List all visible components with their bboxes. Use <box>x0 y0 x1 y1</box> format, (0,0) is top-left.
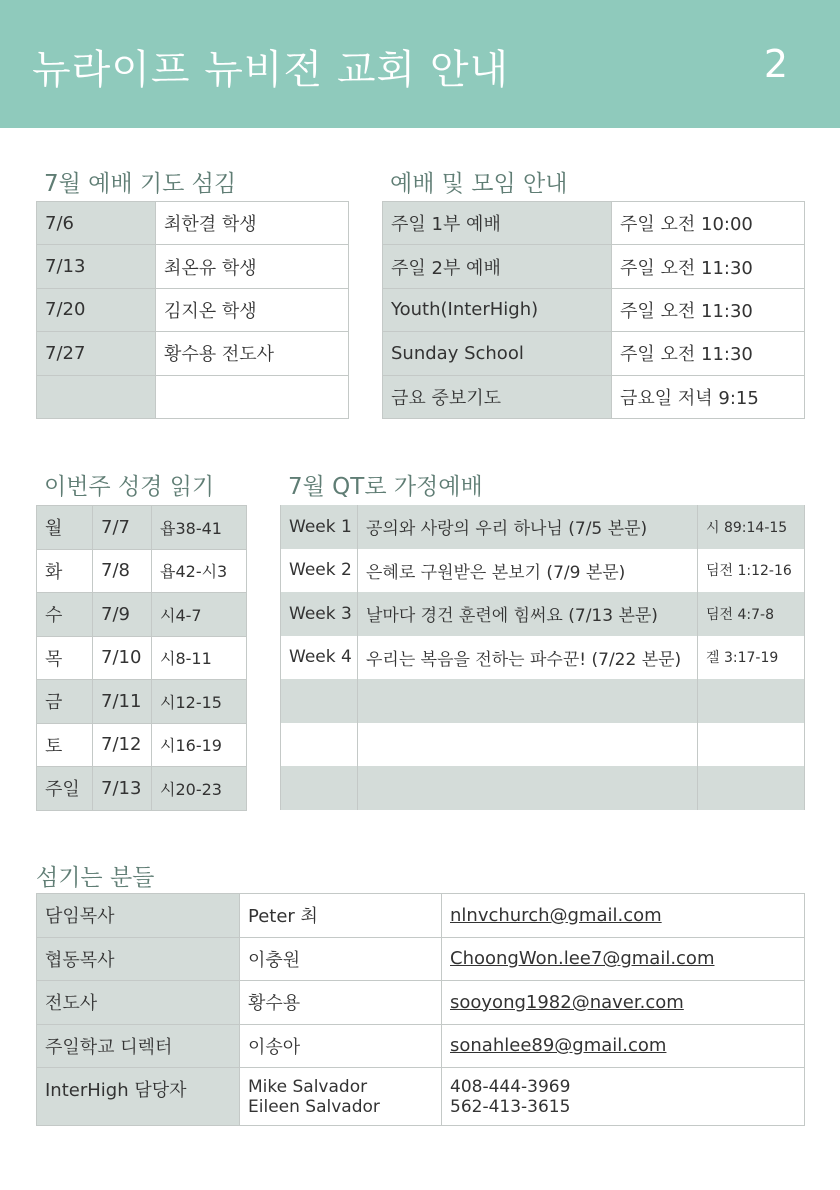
qt-reference: 딤전 4:7-8 <box>698 592 805 636</box>
table-row <box>37 981 805 1025</box>
qt-reference <box>698 679 805 723</box>
reading-table <box>36 505 247 811</box>
qt-reference: 시 89:14-15 <box>698 505 805 549</box>
table-row <box>37 202 349 245</box>
prayer-name: 최온유 학생 <box>156 245 349 288</box>
worship-name: 금요 중보기도 <box>383 375 612 418</box>
qt-reference: 겔 3:17-19 <box>698 636 805 680</box>
staff-phones <box>442 1068 805 1126</box>
qt-week: Week 1 <box>281 505 358 549</box>
qt-reference: 딤전 1:12-16 <box>698 549 805 593</box>
reading-day: 주일 <box>37 767 93 811</box>
reading-passage: 시20-23 <box>152 767 247 811</box>
table-row <box>37 288 349 331</box>
staff-names <box>240 1068 442 1126</box>
table-row <box>37 723 247 767</box>
prayer-date <box>37 375 156 418</box>
reading-day: 금 <box>37 680 93 724</box>
reading-passage: 시8-11 <box>152 636 247 680</box>
table-row <box>281 636 805 680</box>
staff-name-2: Eileen Salvador <box>248 1096 380 1117</box>
qt-topic: 공의와 사랑의 우리 하나님 (7/5 본문) <box>358 505 698 549</box>
table-row <box>37 636 247 680</box>
worship-name: 주일 2부 예배 <box>383 245 612 288</box>
table-row <box>281 549 805 593</box>
reading-date: 7/8 <box>93 549 152 593</box>
table-row <box>281 679 805 723</box>
reading-day: 토 <box>37 723 93 767</box>
table-row <box>383 288 805 331</box>
table-row <box>37 332 349 375</box>
staff-email-link[interactable]: ChoongWon.lee7@gmail.com <box>442 937 805 981</box>
header-banner <box>0 0 840 128</box>
table-row <box>281 592 805 636</box>
qt-topic: 날마다 경건 훈련에 힘써요 (7/13 본문) <box>358 592 698 636</box>
worship-section-title: 예배 및 모임 안내 <box>390 171 568 197</box>
prayer-table <box>36 201 349 419</box>
table-row <box>37 894 805 938</box>
qt-topic <box>358 723 698 767</box>
table-row <box>383 375 805 418</box>
worship-name: Sunday School <box>383 332 612 375</box>
table-row <box>383 332 805 375</box>
prayer-section-title: 7월 예배 기도 섬김 <box>44 171 237 197</box>
table-row <box>37 680 247 724</box>
qt-topic: 은혜로 구원받은 본보기 (7/9 본문) <box>358 549 698 593</box>
worship-name: 주일 1부 예배 <box>383 202 612 245</box>
worship-time: 금요일 저녁 9:15 <box>612 375 805 418</box>
table-row <box>281 505 805 549</box>
table-row <box>37 506 247 550</box>
worship-time: 주일 오전 11:30 <box>612 332 805 375</box>
reading-section-title: 이번주 성경 읽기 <box>44 474 215 500</box>
qt-section-title: 7월 QT로 가정예배 <box>288 474 483 500</box>
prayer-name <box>156 375 349 418</box>
worship-table <box>382 201 805 419</box>
prayer-name: 최한결 학생 <box>156 202 349 245</box>
staff-role: InterHigh 담당자 <box>37 1068 240 1126</box>
reading-passage: 시16-19 <box>152 723 247 767</box>
staff-section-title: 섬기는 분들 <box>36 865 155 891</box>
qt-week: Week 2 <box>289 560 352 581</box>
staff-role: 담임목사 <box>37 894 240 938</box>
reading-day: 목 <box>37 636 93 680</box>
staff-email-link[interactable]: nlnvchurch@gmail.com <box>442 894 805 938</box>
reading-date: 7/7 <box>93 506 152 550</box>
staff-name-1: Mike Salvador <box>248 1076 368 1097</box>
staff-phone-1[interactable]: 408-444-3969 <box>450 1076 571 1097</box>
table-row <box>37 1068 805 1126</box>
qt-reference <box>698 766 805 810</box>
reading-date: 7/10 <box>93 636 152 680</box>
reading-passage: 욥38-41 <box>152 506 247 550</box>
table-row <box>37 245 349 288</box>
staff-name: 이충원 <box>240 937 442 981</box>
staff-role: 전도사 <box>37 981 240 1025</box>
qt-week <box>281 679 358 723</box>
staff-name: 황수용 <box>240 981 442 1025</box>
prayer-date: 7/27 <box>37 332 156 375</box>
qt-topic: 우리는 복음을 전하는 파수꾼! (7/22 본문) <box>358 636 698 680</box>
table-row <box>37 593 247 637</box>
table-row <box>37 375 349 418</box>
qt-week: Week 3 <box>281 592 358 636</box>
staff-name: Peter 최 <box>240 894 442 938</box>
table-row <box>383 245 805 288</box>
reading-date: 7/9 <box>93 593 152 637</box>
table-row <box>37 937 805 981</box>
reading-day: 화 <box>37 549 93 593</box>
staff-name: 이송아 <box>240 1024 442 1068</box>
qt-reference <box>698 723 805 767</box>
worship-time: 주일 오전 11:30 <box>612 245 805 288</box>
qt-topic <box>358 766 698 810</box>
prayer-date: 7/20 <box>37 288 156 331</box>
table-row <box>37 549 247 593</box>
page-number: 2 <box>763 42 788 86</box>
worship-name: Youth(InterHigh) <box>383 288 612 331</box>
qt-week <box>281 723 358 767</box>
page-title: 뉴라이프 뉴비전 교회 안내 <box>32 47 510 93</box>
qt-week <box>281 766 358 810</box>
reading-passage: 욥42-시3 <box>152 549 247 593</box>
qt-week: Week 4 <box>289 647 352 668</box>
prayer-date: 7/6 <box>37 202 156 245</box>
staff-email-link[interactable]: sonahlee89@gmail.com <box>442 1024 805 1068</box>
prayer-date: 7/13 <box>37 245 156 288</box>
staff-table <box>36 893 805 1126</box>
reading-day: 수 <box>37 593 93 637</box>
reading-date: 7/12 <box>93 723 152 767</box>
reading-passage: 시4-7 <box>152 593 247 637</box>
table-row <box>383 202 805 245</box>
table-row <box>37 1024 805 1068</box>
table-row <box>281 723 805 767</box>
reading-passage: 시12-15 <box>152 680 247 724</box>
prayer-name: 김지온 학생 <box>156 288 349 331</box>
worship-time: 주일 오전 11:30 <box>612 288 805 331</box>
reading-date: 7/13 <box>93 767 152 811</box>
staff-role: 협동목사 <box>37 937 240 981</box>
staff-role: 주일학교 디렉터 <box>37 1024 240 1068</box>
qt-table <box>280 505 805 810</box>
reading-day: 월 <box>37 506 93 550</box>
table-row <box>281 766 805 810</box>
qt-topic <box>358 679 698 723</box>
staff-phone-2[interactable]: 562-413-3615 <box>450 1096 571 1117</box>
reading-date: 7/11 <box>93 680 152 724</box>
table-row <box>37 767 247 811</box>
prayer-name: 황수용 전도사 <box>156 332 349 375</box>
worship-time: 주일 오전 10:00 <box>612 202 805 245</box>
staff-email-link[interactable]: sooyong1982@naver.com <box>442 981 805 1025</box>
